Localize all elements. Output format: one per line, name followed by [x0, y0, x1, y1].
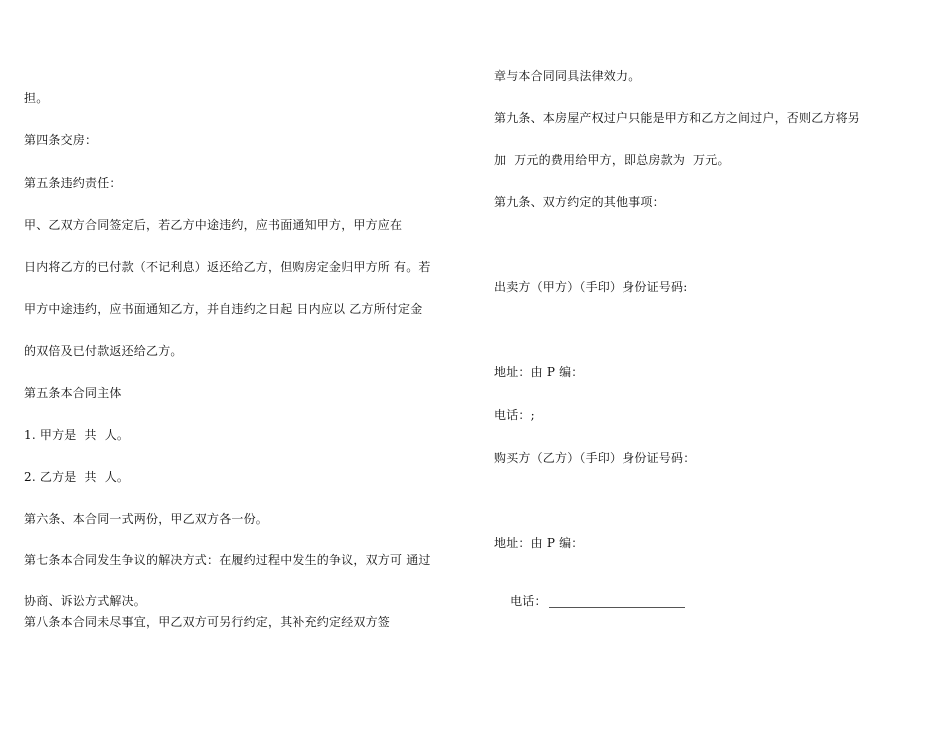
right-line-10: [494, 580, 685, 622]
left-line-3: 第五条违约责任：: [24, 176, 122, 190]
right-line-7: 电话：;: [494, 408, 535, 422]
phone-label: 电话：: [510, 594, 547, 608]
left-line-10: 2. 乙方是 共 人。: [24, 470, 130, 484]
right-line-8: 购买方（乙方）（手印）身份证号码：: [494, 451, 696, 465]
left-line-12: 第七条本合同发生争议的解决方式：在履约过程中发生的争议，双方可 通过: [24, 553, 431, 567]
right-line-3: 加 万元的费用给甲方，即总房款为 万元。: [494, 153, 730, 167]
left-line-7: 的双倍及已付款返还给乙方。: [24, 344, 183, 358]
left-line-4: 甲、乙双方合同签定后，若乙方中途违约，应书面通知甲方，甲方应在: [24, 218, 403, 232]
left-line-13: 协商、诉讼方式解决。: [24, 594, 147, 608]
right-line-9: 地址：由 P 编：: [494, 536, 584, 550]
right-line-6: 地址：由 P 编：: [494, 365, 584, 379]
left-line-11: 第六条、本合同一式两份，甲乙双方各一份。: [24, 512, 269, 526]
right-line-1: 章与本合同同具法律效力。: [494, 69, 641, 83]
right-line-2: 第九条、本房屋产权过户只能是甲方和乙方之间过户，否则乙方将另: [494, 111, 861, 125]
left-line-2: 第四条交房：: [24, 133, 98, 147]
right-line-5: 出卖方（甲方）（手印）身份证号码:: [494, 280, 688, 294]
phone-blank-underline: [549, 607, 685, 608]
left-line-14: 第八条本合同未尽事宜，甲乙双方可另行约定，其补充约定经双方签: [24, 615, 391, 629]
right-line-4: 第九条、双方约定的其他事项：: [494, 195, 665, 209]
left-line-8: 第五条本合同主体: [24, 386, 122, 400]
left-line-5: 日内将乙方的已付款（不记利息）返还给乙方，但购房定金归甲方所 有。若: [24, 260, 431, 274]
left-line-6: 甲方中途违约，应书面通知乙方，并自违约之日起 日内应以 乙方所付定金: [24, 302, 423, 316]
left-line-9: 1. 甲方是 共 人。: [24, 428, 130, 442]
left-line-1: 担。: [24, 91, 49, 105]
